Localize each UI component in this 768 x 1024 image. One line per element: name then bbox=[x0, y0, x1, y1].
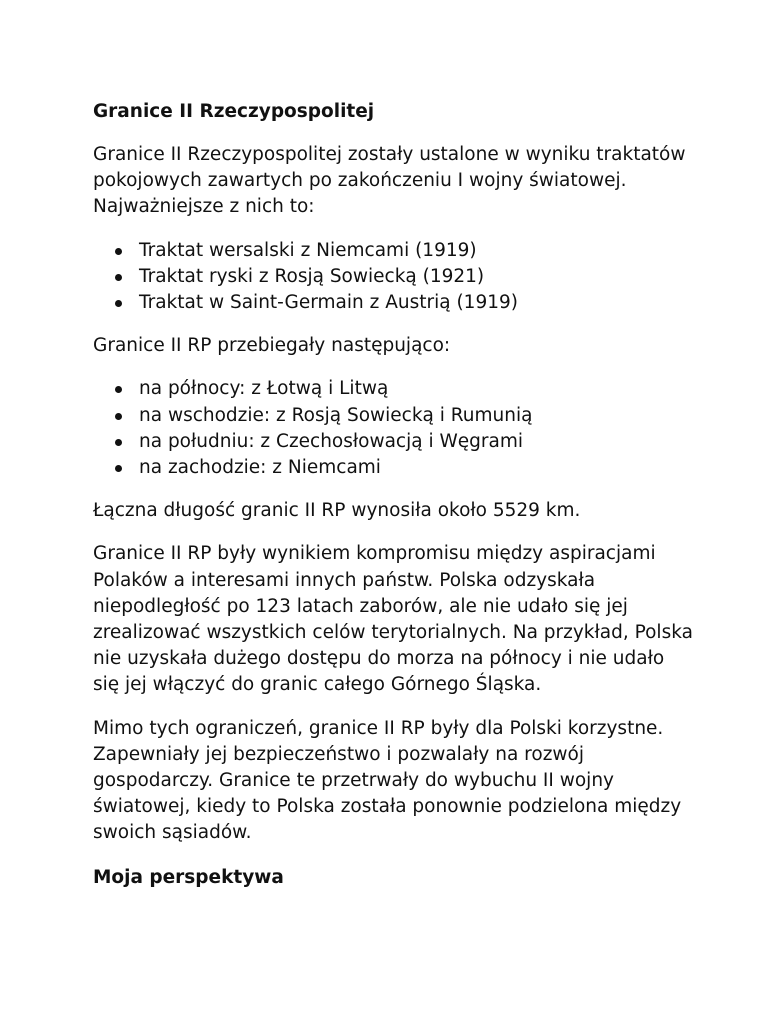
bullet-icon bbox=[115, 248, 122, 255]
bullet-icon bbox=[115, 386, 122, 393]
bullet-icon bbox=[115, 465, 122, 472]
list-item bbox=[93, 403, 693, 429]
list-item-text: na południu: z Czechosłowacją i Węgrami bbox=[139, 430, 524, 452]
list-item bbox=[93, 238, 693, 264]
list-item-text: na wschodzie: z Rosją Sowiecką i Rumunią bbox=[139, 404, 533, 426]
bullet-icon bbox=[115, 439, 122, 446]
list-item bbox=[93, 290, 693, 316]
benefits-paragraph: Mimo tych ograniczeń, granice II RP były dla Polski korzystne. Zapewniały jej bezpieczeństwo i pozwalały na rozwój gospodarczy. Granice te przetrwały do wybuchu II wojny światowej, kiedy to Polska została ponownie podzielona między swoich sąsiadów. bbox=[93, 717, 682, 844]
list-item-text: Traktat ryski z Rosją Sowiecką (1921) bbox=[139, 265, 485, 287]
length-paragraph: Łączna długość granic II RP wynosiła około 5529 km. bbox=[93, 500, 581, 522]
list-item bbox=[93, 376, 693, 402]
list-item-text: Traktat w Saint-Germain z Austrią (1919) bbox=[139, 292, 518, 314]
document-title: Granice II Rzeczypospolitej bbox=[93, 101, 375, 122]
list-item bbox=[93, 455, 693, 481]
document-page bbox=[93, 98, 693, 892]
list-item-text: na północy: z Łotwą i Litwą bbox=[139, 378, 389, 400]
bullet-icon bbox=[115, 300, 122, 307]
compromise-paragraph: Granice II RP były wynikiem kompromisu między aspiracjami Polaków a interesami innych państw. Polska odzyskała niepodległość po 123 latach zaborów, ale nie udało się jej zrealizować wszystkich celów terytorialnych. Na przykład, Polska nie uzyskała dużego dostępu do morza na północy i nie udało się jej włączyć do granic całego Górnego Śląska. bbox=[93, 543, 693, 696]
list-item bbox=[93, 264, 693, 290]
section-title: Moja perspektywa bbox=[93, 866, 284, 888]
list-item bbox=[93, 429, 693, 455]
borders-intro-paragraph: Granice II RP przebiegały następująco: bbox=[93, 335, 451, 357]
bullet-icon bbox=[115, 413, 122, 420]
list-item-text: na zachodzie: z Niemcami bbox=[139, 457, 381, 479]
intro-paragraph: Granice II Rzeczypospolitej zostały ustalone w wyniku traktatów pokojowych zawartych po zakończeniu I wojny światowej. Najważniejsze z nich to: bbox=[93, 144, 686, 218]
treaties-list bbox=[93, 238, 693, 317]
list-item-text: Traktat wersalski z Niemcami (1919) bbox=[139, 239, 477, 261]
borders-list bbox=[93, 376, 693, 481]
bullet-icon bbox=[115, 274, 122, 281]
